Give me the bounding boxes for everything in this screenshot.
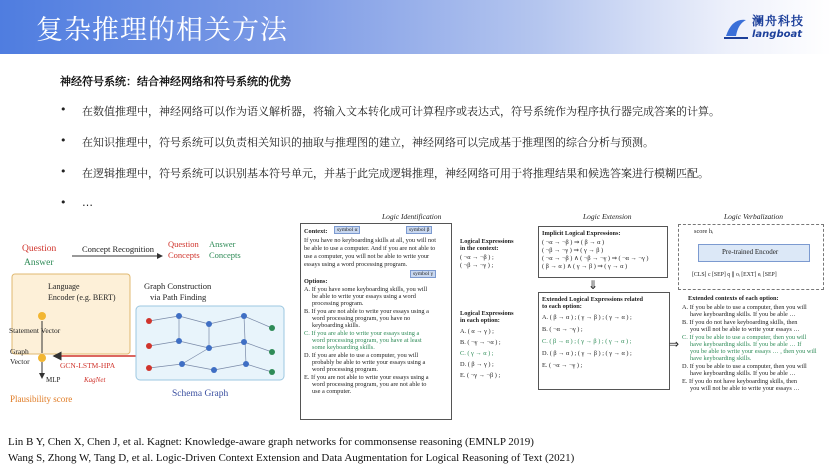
implicit-line: ( ¬β → ¬γ ) ⇒ ( γ → β ) (542, 247, 604, 254)
header-logic-identification: Logic Identification (382, 212, 442, 221)
option-d-line: probably be able to write your essays using a (312, 359, 426, 366)
company-logo (722, 12, 822, 46)
ext-ctx-line: you be able to write your essays … , then you will (690, 348, 817, 355)
option-a-line: A. If you have some keyboarding skills, you will (304, 286, 428, 293)
fig-graph-construction: Graph Construction (144, 281, 212, 291)
logic-context-title: in the context: (460, 245, 499, 252)
logo-text-en: langboat (752, 29, 803, 40)
fig-answer-concepts-2: Concepts (209, 250, 241, 260)
logic-context-expr: ( ¬α → ¬β ) ; (460, 254, 494, 261)
bullet-text: … (82, 196, 93, 209)
options-label: Options: (304, 278, 328, 285)
fig-language-encoder-2: Encoder (e.g. BERT) (48, 293, 116, 302)
context-label: Context: (304, 228, 328, 235)
logic-option-expr: A. ( α → γ ) ; (460, 328, 494, 335)
fig-gcn: GCN-LSTM-HPA (60, 361, 116, 370)
reference-2: Wang S, Zhong W, Tang D, et al. Logic-Driven Context Extension and Data Augmentation for Logical Reasoning of Text (2021) (8, 452, 575, 464)
context-line: If you have no keyboarding skills at all, you will not (304, 237, 437, 244)
option-e-line: word processing program, you are not able to (312, 381, 427, 388)
ext-ctx-line: D. If you be able to use a computer, then you will (682, 363, 807, 370)
ext-ctx-line: B. If you do not have keyboarding skills, then (682, 319, 798, 326)
ext-ctx-line: have keyboarding skills. (690, 355, 752, 362)
fig-statement-vector: Statement Vector (9, 326, 61, 335)
ext-ctx-title: Extended contexts of each option: (688, 295, 779, 302)
statement-node (38, 312, 46, 320)
fig-graph-construction-2: via Path Finding (150, 292, 207, 302)
kagnet-figure (4, 236, 296, 408)
page-title: 复杂推理的相关方法 (36, 15, 288, 46)
logic-option-expr: B. ( ¬γ → ¬α ) ; (460, 339, 501, 346)
option-e-line: E. If you are not able to write your essays using a (304, 374, 429, 381)
fig-language-encoder: Language (48, 282, 80, 291)
fig-answer-concepts: Answer (209, 239, 236, 249)
logic-context-expr: ( ¬β → ¬γ ) ; (460, 262, 494, 269)
extended-line: C. ( β → α ) ; ( γ → β ) ; ( γ → α ) ; (542, 338, 632, 345)
langboat-logo-icon (722, 14, 750, 42)
logic-option-expr: C. ( γ → α ) ; (460, 350, 494, 357)
fig-schema-graph: Schema Graph (172, 389, 229, 399)
fig-plausibility: Plausibility score (10, 394, 73, 404)
implicit-title: Implicit Logical Expressions: (542, 230, 621, 237)
symbol-beta-tag: symbol β (406, 226, 432, 234)
ext-ctx-line: C. If you be able to use a computer, then you will (682, 334, 807, 341)
option-c-line: C. If you are able to write your essays using a (304, 330, 420, 337)
fig-kagnet: KagNet (84, 376, 106, 384)
section-subtitle: 神经符号系统：结合神经网络和符号系统的优势 (60, 75, 291, 88)
implicit-line: ( β → α ) ∧ ( γ → β ) ⇒ ( γ → α ) (542, 263, 628, 270)
right-arrow-icon: ⇒ (669, 337, 680, 351)
implicit-line: ( ¬α → ¬β ) ∧ ( ¬β → ¬γ ) ⇒ ( ¬α → ¬γ ) (542, 255, 649, 262)
down-arrow-icon: ⇓ (588, 278, 599, 292)
context-line: be able to use a computer. And if you are not able to (304, 245, 436, 252)
logic-option-title: Logical Expressions (460, 310, 514, 317)
option-d-line: D. If you are able to use a computer, you will (304, 352, 419, 359)
graph-node (38, 354, 46, 362)
fig-graph-vector: Graph (10, 347, 29, 356)
reference-1: Lin B Y, Chen X, Chen J, et al. Kagnet: Knowledge-aware graph networks for commonsense reasoning (EMNLP 2019) (8, 436, 534, 448)
fig-answer: Answer (24, 258, 54, 268)
option-d-line: word processing program. (312, 366, 378, 373)
option-b-line: keyboarding skills. (312, 322, 360, 329)
logic-option-expr: E. ( ¬γ → ¬β ) ; (460, 372, 501, 379)
symbol-gamma-tag: symbol γ (410, 270, 436, 278)
header-logic-extension: Logic Extension (583, 212, 632, 221)
option-a-line: processing program. (312, 300, 364, 307)
extended-title: to each option: (542, 303, 582, 310)
option-c-line: some keyboarding skills. (312, 344, 375, 351)
fig-question-concepts-2: Concepts (168, 250, 200, 260)
ext-ctx-line: A. If you be able to use a computer, then you will (682, 304, 807, 311)
bullet-text: 在数值推理中，神经网络可以作为语义解析器，将输入文本转化成可计算程序或表达式，符号系统作为程序执行器完成答案的计算。 (82, 105, 720, 118)
symbol-alpha-tag: symbol α (334, 226, 360, 234)
logic-option-title: in each option: (460, 317, 500, 324)
option-a-line: be able to write your essays using a word (312, 293, 416, 300)
ext-ctx-line: E. If you do not have keyboarding skills, then (682, 378, 798, 385)
option-c-line: word processing program, you have at least (312, 337, 422, 344)
ext-ctx-line: you will not be able to write your essays … (690, 385, 800, 392)
score-label: score hᵢ (694, 228, 714, 235)
extended-line: D. ( β → α ) ; ( γ → β ) ; ( γ → α ) ; (542, 350, 632, 357)
logo-text-cn: 澜舟科技 (752, 14, 805, 28)
extended-title: Extended Logical Expressions related (542, 296, 644, 303)
context-line: essays using a word processing program. (304, 261, 408, 268)
ext-ctx-line: have keyboarding skills. If you be able … If (690, 341, 802, 348)
logic-context-title: Logical Expressions (460, 238, 514, 245)
option-e-line: use a computer. (312, 388, 352, 395)
fig-concept-recognition: Concept Recognition (82, 244, 155, 254)
token-sequence: [CLS] c [SEP] q ∥ oᵢ [EXT] eᵢ [SEP] (692, 272, 777, 278)
bullet-marker: • (60, 196, 67, 209)
logic-option-expr: D. ( β → γ ) ; (460, 361, 494, 368)
bullet-text: 在逻辑推理中，符号系统可以识别基本符号单元，并基于此完成逻辑推理，神经网络可用于将推理结果和候选答案进行模糊匹配。 (82, 167, 709, 180)
logic-figure (298, 212, 826, 430)
context-line: use a computer, you will not be able to write your (304, 253, 430, 260)
ext-ctx-line: have keyboarding skills. If you be able … (690, 370, 796, 377)
fig-graph-vector-2: Vector (10, 357, 30, 366)
extended-line: B. ( ¬α → ¬γ ) ; (542, 326, 583, 333)
extended-line: E. ( ¬α → ¬γ ) ; (542, 362, 583, 369)
ext-ctx-line: you will not be able to write your essays … (690, 326, 800, 333)
bullet-marker: • (60, 165, 67, 178)
bullet-marker: • (60, 134, 67, 147)
header-banner (0, 0, 832, 54)
bullet-marker: • (60, 103, 67, 116)
option-b-line: B. If you are not able to write your essays using a (304, 308, 429, 315)
fig-question: Question (22, 244, 57, 254)
implicit-line: ( ¬α → ¬β ) ⇒ ( β → α ) (542, 239, 605, 246)
bullet-text: 在知识推理中，符号系统可以负责相关知识的抽取与推理图的建立，神经网络可以完成基于推理图的综合分析与预测。 (82, 136, 654, 149)
option-b-line: word processing program, you have no (312, 315, 411, 322)
extended-line: A. ( β → α ) ; ( γ → β ) ; ( γ → α ) ; (542, 314, 632, 321)
header-logic-verbalization: Logic Verbalization (724, 212, 783, 221)
ext-ctx-line: have keyboarding skills. If you be able … (690, 311, 796, 318)
fig-question-concepts: Question (168, 239, 199, 249)
encoder-label: Pre-trained Encoder (722, 248, 779, 256)
fig-mlp: MLP (46, 376, 61, 384)
